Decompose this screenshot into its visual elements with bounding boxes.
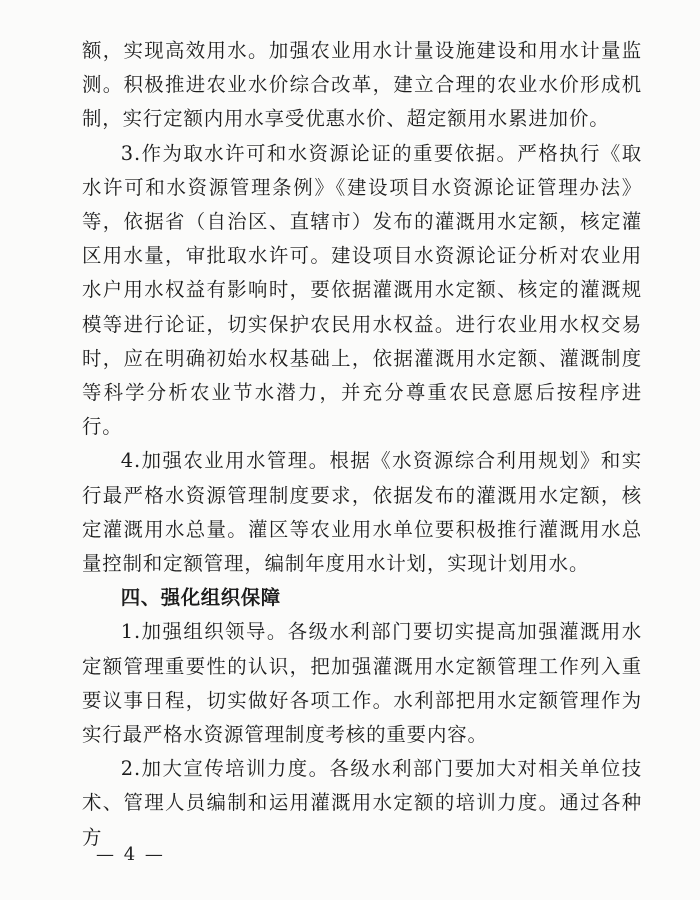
document-body	[82, 34, 642, 855]
paragraph-water-management: 4.加强农业用水管理。根据《水资源综合利用规划》和实行最严格水资源管理制度要求，依据发布的灌溉用水定额，核定灌溉用水总量。灌区等农业用水单位要积极推行灌溉用水总量控制和定额管理，编制年度用水计划，实现计划用水。	[82, 449, 642, 576]
section-heading-organization: 四、强化组织保障	[120, 586, 281, 610]
paragraph-training: 2.加大宣传培训力度。各级水利部门要加大对相关单位技术、管理人员编制和运用灌溉用水定额的培训力度。通过各种方	[82, 757, 642, 849]
paragraph-leadership: 1.加强组织领导。各级水利部门要切实提高加强灌溉用水定额管理重要性的认识，把加强灌溉用水定额管理工作列入重要议事日程，切实做好各项工作。水利部把用水定额管理作为实行最严格水资源管理制度考核的重要内容。	[82, 620, 642, 747]
paragraph-water-permit: 3.作为取水许可和水资源论证的重要依据。严格执行《取水许可和水资源管理条例》《建设项目水资源论证管理办法》等，依据省（自治区、直辖市）发布的灌溉用水定额，核定灌区用水量，审批取水许可。建设项目水资源论证分析对农业用水户用水权益有影响时，要依据灌溉用水定额、核定的灌溉规模等进行论证，切实保护农民用水权益。进行农业用水权交易时，应在明确初始水权基础上，依据灌溉用水定额、灌溉制度等科学分析农业节水潜力，并充分尊重农民意愿后按程序进行。	[82, 141, 642, 439]
page-number: — 4 —	[96, 844, 165, 865]
paragraph-water-pricing: 额，实现高效用水。加强农业用水计量设施建设和用水计量监测。积极推进农业水价综合改革，建立合理的农业水价形成机制，实行定额内用水享受优惠水价、超定额用水累进加价。	[82, 39, 642, 131]
